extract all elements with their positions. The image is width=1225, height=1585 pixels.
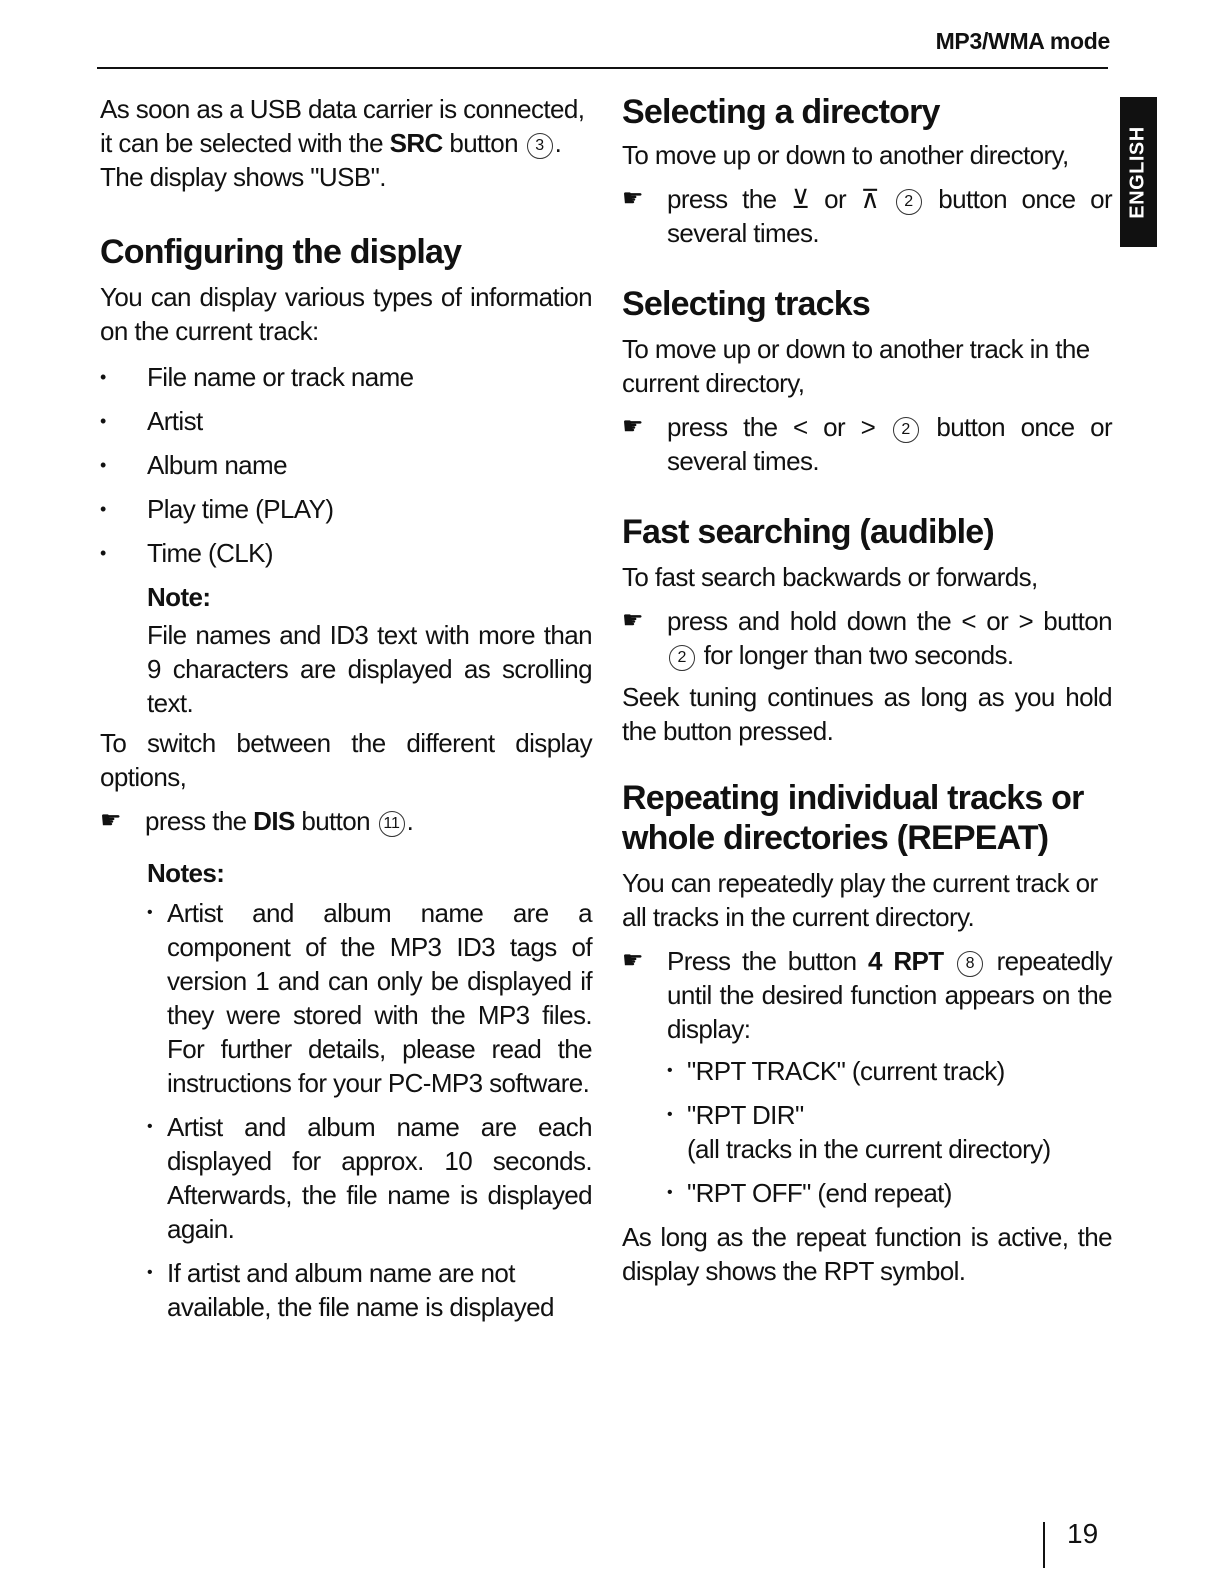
configure-paragraph: You can display various types of information on the current track: [100,282,592,346]
src-button-label: SRC [389,128,443,158]
list-item: • If artist and album name are not available, the file name is displayed [147,1258,554,1322]
list-item: • Artist [100,406,203,436]
dis-button-label: DIS [253,806,295,836]
section-title: MP3/WMA mode [935,28,1110,54]
notes-list [147,896,592,1324]
page-number-divider [1043,1522,1045,1568]
button-number-icon: 2 [896,189,922,215]
repeat-paragraph: You can repeatedly play the current track or all tracks in the current directory. [622,868,1098,932]
list-item: • File name or track name [100,362,414,392]
list-item: • Artist and album name are each displayed for approx. 10 seconds. Afterwards, the file name is displayed again. [147,1112,592,1244]
pointing-hand-icon: ☛ [622,607,643,634]
intro-text-start: As soon as a USB data carrier is connected, it can be selected with the [100,94,585,158]
tracks-paragraph: To move up or down to another track in the current directory, [622,334,1090,398]
pointing-hand-icon: ☛ [622,947,643,974]
list-item: • "RPT OFF" (end repeat) [667,1178,952,1208]
button-number-icon: 2 [669,645,695,671]
dis-step: ☛ press the DIS button 11 . [100,806,414,836]
intro-text-end: . The display shows "USB". [100,128,562,192]
directory-step: ☛ press the ⊻ or ⊼ 2 button once or several times. [622,184,1113,248]
notes-title: Notes: [147,858,225,888]
list-item: • "RPT TRACK" (current track) [667,1056,1005,1086]
note-block [147,580,592,720]
button-number-icon: 2 [893,417,919,443]
directory-paragraph: To move up or down to another directory, [622,140,1069,170]
tracks-step: ☛ press the < or > 2 button once or several times. [622,412,1113,476]
fast-search-after: Seek tuning continues as long as you hold the button pressed. [622,682,1112,746]
switch-paragraph: To switch between the different display options, [100,728,592,792]
fast-search-step: ☛ press and hold down the < or > button 2 for longer than two seconds. [622,606,1112,670]
configure-heading: Configuring the display [100,233,462,271]
list-item: • Artist and album name are a component of the MP3 ID3 tags of version 1 and can only be displayed if they were stored with the MP3 files. For further details, please read the instructions for your PC-MP3 software. [147,898,592,1098]
pointing-hand-icon: ☛ [100,807,121,834]
intro-paragraph [100,92,592,194]
directory-heading: Selecting a directory [622,93,940,131]
list-item: • Play time (PLAY) [100,494,334,524]
display-options-list [100,360,592,570]
note-text: File names and ID3 text with more than 9 characters are displayed as scrolling text. [147,620,592,718]
repeat-options-list [667,1054,1112,1210]
language-tab-label: ENGLISH [1127,125,1149,219]
button-number-icon: 8 [957,951,983,977]
button-number-icon: 3 [527,133,553,159]
note-title: Note: [147,582,211,612]
language-tab [1120,97,1157,247]
header-divider [97,67,1108,69]
rpt-button-label: 4 RPT [868,946,944,976]
pointing-hand-icon: ☛ [622,413,643,440]
page-number: 19 [1067,1518,1099,1549]
left-column [100,92,592,1334]
fast-search-heading: Fast searching (audible) [622,513,994,551]
pointing-hand-icon: ☛ [622,185,643,212]
repeat-step: ☛ Press the button 4 RPT 8 repeatedly until the desired function appears on the display: • "RPT TRACK" (current track) • "RPT DIR" (all tracks in the current directory) • "RPT OFF" (end repeat) [622,946,1112,1208]
button-number-icon: 11 [379,811,405,837]
fast-search-paragraph: To fast search backwards or forwards, [622,562,1038,592]
list-item: • Album name [100,450,287,480]
tracks-heading: Selecting tracks [622,285,870,323]
intro-text-mid: button [442,128,525,158]
notes-block [147,856,592,1324]
list-item: • Time (CLK) [100,538,273,568]
repeat-after: As long as the repeat function is active, the display shows the RPT symbol. [622,1222,1112,1286]
repeat-heading: Repeating individual tracks or whole directories (REPEAT) [622,779,1084,857]
right-column [622,92,1112,1288]
up-down-arrows-icon: ⊻ or ⊼ [791,184,880,214]
list-item: • "RPT DIR" (all tracks in the current directory) [667,1100,1051,1164]
left-right-arrows-icon: < or > [793,412,876,442]
